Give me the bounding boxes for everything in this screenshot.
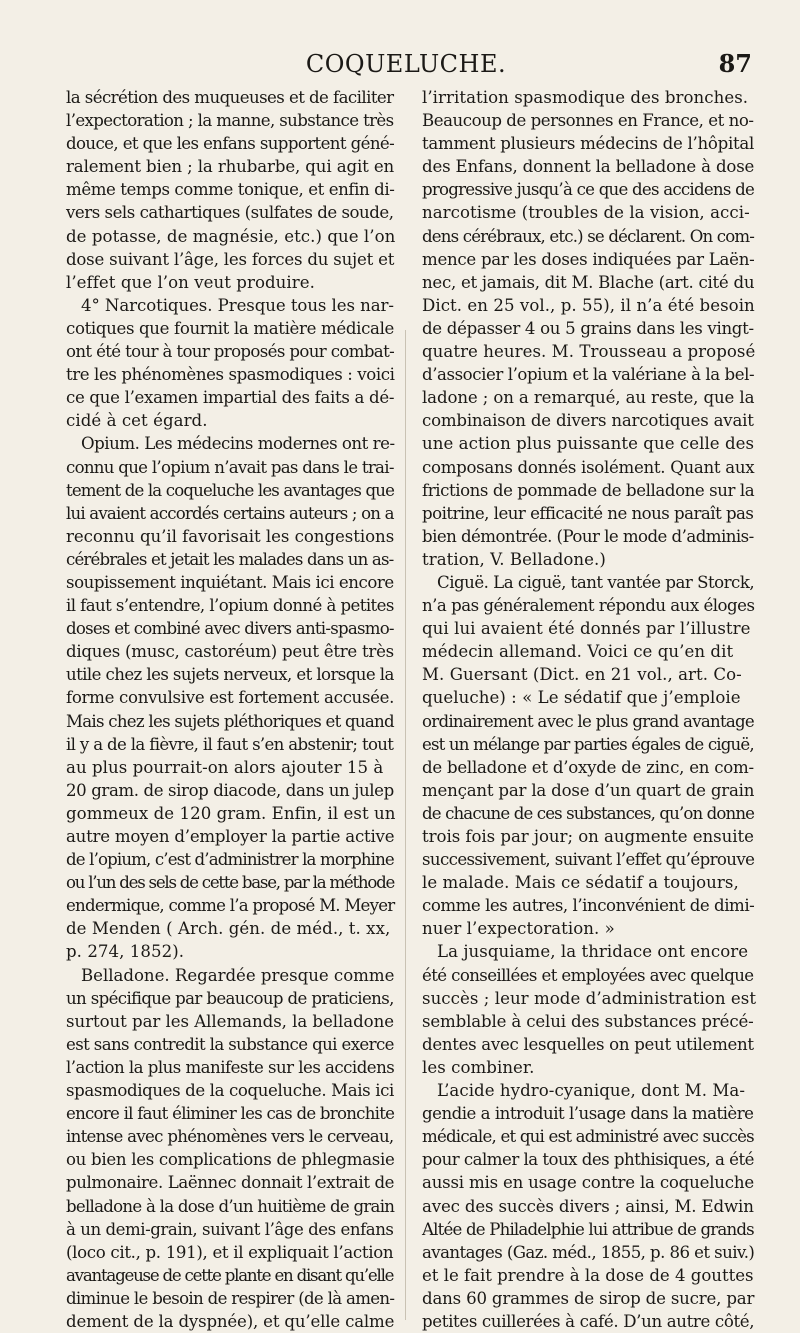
- text-line: n’a pas généralement répondu aux éloges: [422, 596, 755, 616]
- text-line: progressive jusqu’à ce que des accidens de: [422, 180, 755, 200]
- text-line: gommeux de 120 gram. Enfin, il est un: [66, 803, 396, 823]
- text-line: le malade. Mais ce sédatif a toujours,: [422, 873, 739, 893]
- text-line: à un demi-grain, suivant l’âge des enfans: [66, 1219, 394, 1239]
- text-line: connu que l’opium n’avait pas dans le trai-: [66, 457, 394, 477]
- text-line: l’effet que l’on veut produire.: [66, 272, 315, 292]
- text-line: encore il faut éliminer les cas de bronchite: [66, 1104, 395, 1124]
- text-line: la sécrétion des muqueuses et de faciliter: [66, 88, 394, 107]
- text-line: dens cérébraux, etc.) se déclarent. On com-: [422, 226, 755, 246]
- text-line: même temps comme tonique, et enfin di-: [66, 180, 395, 200]
- text-line: trois fois par jour; on augmente ensuite: [422, 827, 754, 846]
- text-line: médecin allemand. Voici ce qu’en dit: [422, 642, 734, 662]
- text-line: petites cuillerées à café. D’un autre côté,: [422, 1311, 755, 1331]
- text-line: il y a de la fièvre, il faut s’en abstenir; tout: [66, 734, 394, 754]
- text-line: L’acide hydro-cyanique, dont M. Ma-: [437, 1081, 745, 1101]
- text-line: quatre heures. M. Trousseau a proposé: [422, 342, 756, 362]
- text-line: poitrine, leur efficacité ne nous paraît pas: [422, 503, 754, 523]
- text-line: Belladone. Regardée presque comme: [81, 965, 395, 985]
- text-line: autre moyen d’employer la partie active: [66, 827, 395, 846]
- text-line: spasmodiques de la coqueluche. Mais ici: [66, 1081, 394, 1101]
- text-line: ou bien les complications de phlegmasie: [66, 1150, 395, 1170]
- text-line: est un mélange par parties égales de ciguë,: [422, 734, 754, 754]
- text-line: Mais chez les sujets pléthoriques et quand: [66, 711, 394, 731]
- text-line: tement de la coqueluche les avantages que: [66, 480, 395, 500]
- text-line: composans donnés isolément. Quant aux: [422, 457, 755, 477]
- text-line: M. Guersant (Dict. en 21 vol., art. Co-: [422, 665, 742, 685]
- text-line: lui avaient accordés certains auteurs ; on a: [66, 503, 394, 523]
- text-line: l’action la plus manifeste sur les accidens: [66, 1057, 395, 1077]
- text-line: Altée de Philadelphie lui attribue de grands: [422, 1219, 754, 1239]
- text-line: (loco cit., p. 191), et il expliquait l’action: [66, 1242, 394, 1262]
- text-line: tamment plusieurs médecins de l’hôpital: [422, 134, 754, 154]
- text-line: cidé à cet égard.: [66, 411, 208, 431]
- text-line: Opium. Les médecins modernes ont re-: [81, 434, 395, 454]
- text-line: ou l’un des sels de cette base, par la méthode: [66, 873, 395, 893]
- text-line: un spécifique par beaucoup de praticiens,: [66, 988, 394, 1008]
- text-line: endermique, comme l’a proposé M. Meyer: [66, 896, 395, 916]
- text-line: de potasse, de magnésie, etc.) que l’on: [66, 226, 396, 246]
- text-line: La jusquiame, la thridace ont encore: [437, 942, 749, 962]
- text-line: mence par les doses indiquées par Laën-: [422, 249, 755, 269]
- text-line: ont été tour à tour proposés pour combat-: [66, 342, 395, 362]
- text-line: soupissement inquiétant. Mais ici encore: [66, 572, 394, 592]
- text-line: utile chez les sujets nerveux, et lorsque la: [66, 665, 394, 685]
- text-line: Dict. en 25 vol., p. 55), il n’a été besoin: [422, 295, 755, 315]
- text-line: surtout par les Allemands, la belladone: [66, 1011, 395, 1031]
- text-line: ordinairement avec le plus grand avantage: [422, 711, 755, 731]
- text-line: tre les phénomènes spasmodiques : voici: [66, 365, 395, 385]
- text-line: il faut s’entendre, l’opium donné à petites: [66, 596, 394, 616]
- text-line: d’associer l’opium et la valériane à la bel-: [422, 365, 755, 385]
- text-line: comme les autres, l’inconvénient de dimi-: [422, 896, 755, 916]
- text-line: vers sels cathartiques (sulfates de soude,: [66, 203, 394, 223]
- text-line: dement de la dyspnée), et qu’elle calme: [66, 1311, 395, 1331]
- text-line: diminue le besoin de respirer (de là amen-: [66, 1288, 395, 1308]
- text-line: Ciguë. La ciguë, tant vantée par Storck,: [437, 572, 755, 592]
- text-line: narcotisme (troubles de la vision, acci-: [422, 203, 750, 223]
- column-divider: [405, 330, 406, 1320]
- text-line: dentes avec lesquelles on peut utilement: [422, 1034, 754, 1054]
- text-line: été conseillées et employées avec quelque: [422, 965, 754, 985]
- text-line: belladone à la dose d’un huitième de grain: [66, 1196, 395, 1216]
- right-column: [422, 86, 756, 1333]
- text-line: tration, V. Belladone.): [422, 549, 606, 569]
- text-line: pulmonaire. Laënnec donnait l’extrait de: [66, 1173, 395, 1193]
- text-line: frictions de pommade de belladone sur la: [422, 480, 755, 500]
- text-line: queluche) : « Le sédatif que j’emploie: [422, 688, 741, 708]
- text-line: p. 274, 1852).: [66, 942, 185, 962]
- text-line: nec, et jamais, dit M. Blache (art. cité du: [422, 272, 755, 292]
- text-line: de dépasser 4 ou 5 grains dans les vingt-: [422, 318, 754, 338]
- text-line: ralement bien ; la rhubarbe, qui agit en: [66, 157, 395, 177]
- text-line: dans 60 grammes de sirop de sucre, par: [422, 1288, 755, 1308]
- text-line: Beaucoup de personnes en France, et no-: [422, 111, 754, 131]
- text-line: forme convulsive est fortement accusée.: [66, 688, 395, 708]
- text-line: diques (musc, castoréum) peut être très: [66, 642, 394, 662]
- text-line: cotiques que fournit la matière médicale: [66, 318, 394, 338]
- text-line: ladone ; on a remarqué, au reste, que la: [422, 388, 755, 408]
- text-line: les combiner.: [422, 1057, 535, 1077]
- text-line: combinaison de divers narcotiques avait: [422, 411, 754, 431]
- text-line: 20 gram. de sirop diacode, dans un julep: [66, 780, 394, 800]
- left-column: [66, 86, 396, 1333]
- text-line: successivement, suivant l’effet qu’éprouve: [422, 850, 755, 870]
- text-line: l’irritation spasmodique des bronches.: [422, 88, 749, 107]
- text-line: de chacune de ces substances, qu’on donne: [422, 803, 755, 823]
- text-line: intense avec phénomènes vers le cerveau,: [66, 1127, 394, 1147]
- text-line: semblable à celui des substances précé-: [422, 1011, 754, 1031]
- text-line: une action plus puissante que celle des: [422, 434, 755, 454]
- text-line: avantageuse de cette plante en disant qu’elle: [66, 1265, 394, 1285]
- text-line: et le fait prendre à la dose de 4 gouttes: [422, 1265, 754, 1285]
- text-line: l’expectoration ; la manne, substance très: [66, 111, 394, 131]
- text-line: reconnu qu’il favorisait les congestions: [66, 526, 395, 546]
- text-line: des Enfans, donnent la belladone à dose: [422, 157, 755, 177]
- text-line: de l’opium, c’est d’administrer la morphine: [66, 850, 394, 870]
- text-line: gendie a introduit l’usage dans la matière: [422, 1104, 754, 1124]
- text-line: succès ; leur mode d’administration est: [422, 988, 757, 1008]
- text-line: de Menden ( Arch. gén. de méd., t. xx,: [66, 919, 391, 939]
- text-line: dose suivant l’âge, les forces du sujet et: [66, 249, 395, 269]
- text-line: au plus pourrait-on alors ajouter 15 à: [66, 757, 384, 777]
- text-line: douce, et que les enfans supportent géné-: [66, 134, 395, 154]
- text-line: cérébrales et jetait les malades dans un as-: [66, 549, 394, 569]
- text-line: bien démontrée. (Pour le mode d’adminis-: [422, 526, 754, 546]
- text-line: 4° Narcotiques. Presque tous les nar-: [81, 295, 394, 315]
- running-title: COQUELUCHE.: [305, 50, 507, 78]
- text-line: qui lui avaient été donnés par l’illustre: [422, 619, 751, 639]
- text-line: nuer l’expectoration. »: [422, 919, 615, 939]
- text-line: médicale, et qui est administré avec succès: [422, 1127, 754, 1147]
- text-line: mençant par la dose d’un quart de grain: [422, 780, 755, 800]
- text-line: pour calmer la toux des phthisiques, a été: [422, 1150, 754, 1170]
- page-header: [66, 48, 752, 82]
- text-line: aussi mis en usage contre la coqueluche: [422, 1173, 754, 1193]
- text-line: ce que l’examen impartial des faits a dé-: [66, 388, 395, 408]
- text-line: doses et combiné avec divers anti-spasmo-: [66, 619, 394, 639]
- page-number: 87: [718, 49, 752, 78]
- text-line: de belladone et d’oxyde de zinc, en com-: [422, 757, 754, 777]
- text-line: est sans contredit la substance qui exerce: [66, 1034, 394, 1054]
- text-line: avec des succès divers ; ainsi, M. Edwin: [422, 1196, 754, 1216]
- text-line: avantages (Gaz. méd., 1855, p. 86 et suiv.): [422, 1242, 755, 1262]
